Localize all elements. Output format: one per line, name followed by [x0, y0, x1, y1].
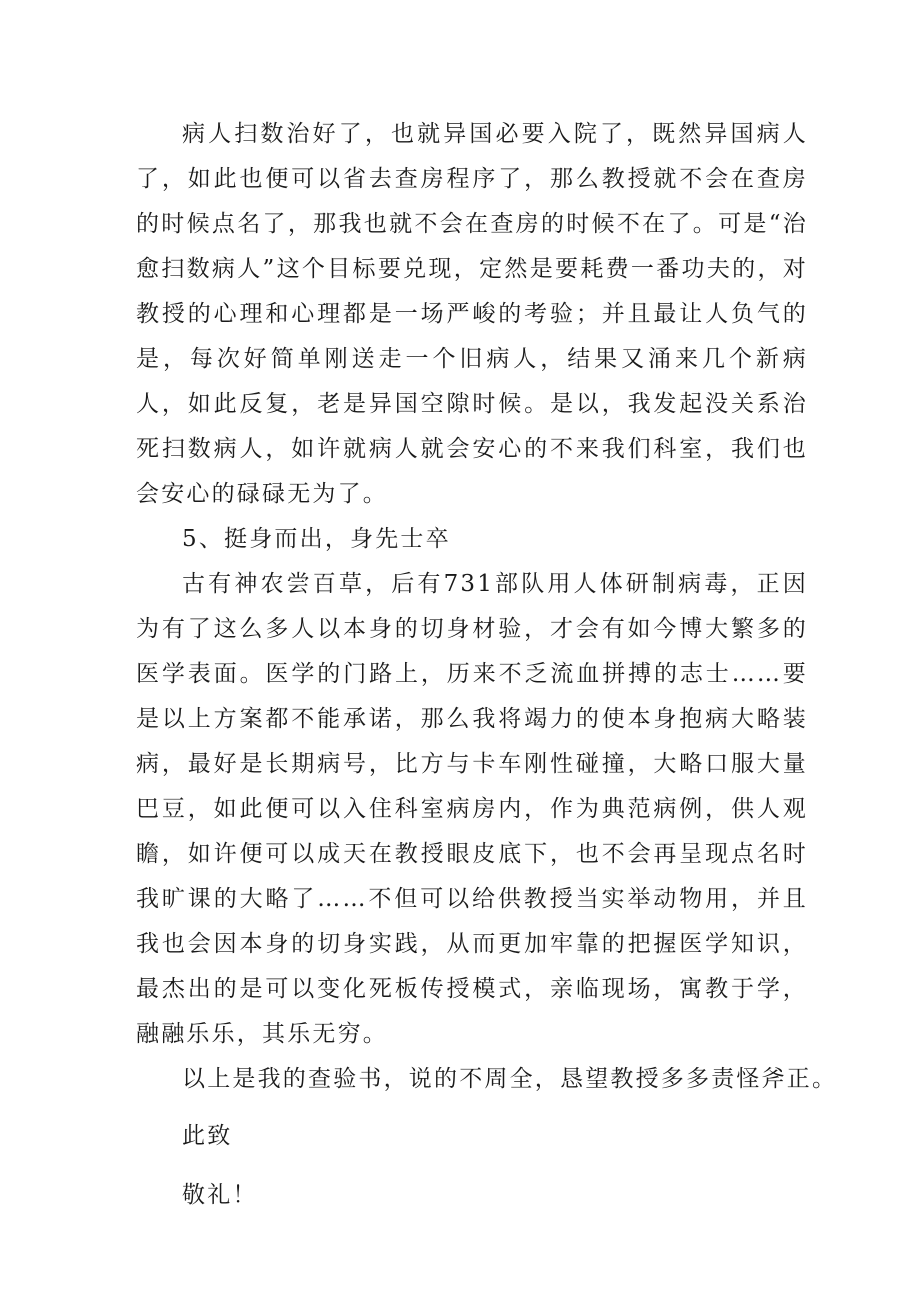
closing-regards: 敬礼！: [182, 1182, 258, 1208]
section-heading-5: 5、挺身而出，身先士卒: [182, 526, 451, 552]
body-paragraph-1: 病人扫数治好了，也就异国必要入院了，既然异国病人了，如此也便可以省去查房程序了，那么教授就不会在查房的时候点名了，那我也就不会在查房的时候不在了。可是“治愈扫数病人”这个目标要兑现，定然是要耗费一番功夫的，对教授的心理和心理都是一场严峻的考验；并且最让人负气的是，每次好简单刚送走一个旧病人，结果又涌来几个新病人，如此反复，老是异国空隙时候。是以，我发起没关系治死扫数病人，如许就病人就会安心的不来我们科室，我们也会安心的碌碌无为了。: [136, 121, 808, 507]
body-paragraph-3: 以上是我的查验书，说的不周全，恳望教授多多责怪斧正。: [182, 1066, 838, 1092]
document-body: [136, 112, 838, 1218]
closing-salutation: 此致: [182, 1123, 233, 1149]
body-paragraph-2: 古有神农尝百草，后有731部队用人体研制病毒，正因为有了这么多人以本身的切身材验，才会有如今博大繁多的医学表面。医学的门路上，历来不乏流血拼搏的志士……要是以上方案都不能承诺，那么我将竭力的使本身抱病大略装病，最好是长期病号，比方与卡车刚性碰撞，大略口服大量巴豆，如此便可以入住科室病房内，作为典范病例，供人观瞻，如许便可以成天在教授眼皮底下，也不会再呈现点名时我旷课的大略了……不但可以给供教授当实举动物用，并且我也会因本身的切身实践，从而更加牢靠的把握医学知识，最杰出的是可以变化死板传授模式，亲临现场，寓教于学，融融乐乐，其乐无穷。: [136, 571, 808, 1047]
